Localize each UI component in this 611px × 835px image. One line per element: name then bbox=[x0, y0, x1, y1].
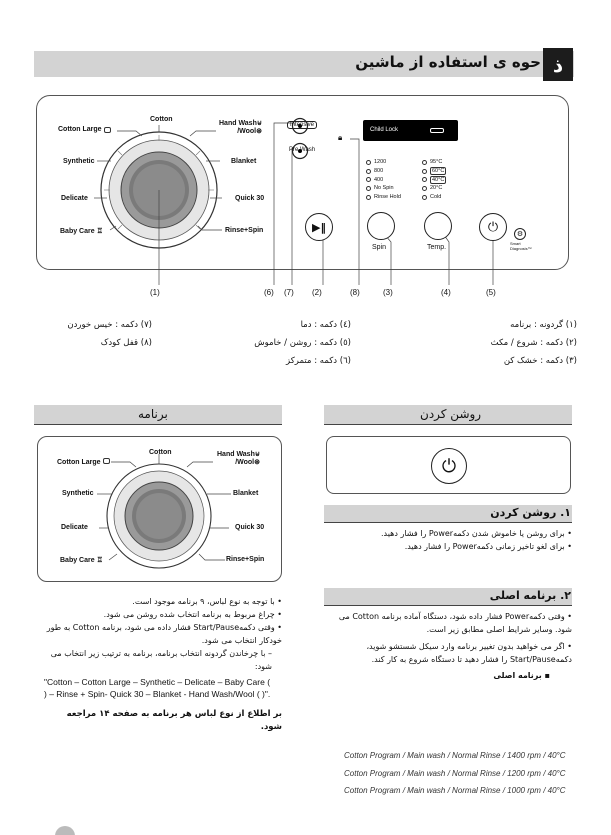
program-delicate: Delicate bbox=[61, 195, 88, 202]
dial-program-cotton-large: Cotton Large bbox=[57, 458, 110, 466]
child-lock-text: Child Lock bbox=[370, 127, 399, 133]
power-on-subtitle: ۱. روشن کردن bbox=[490, 506, 571, 519]
play-pause-icon: ▶‖ bbox=[312, 220, 326, 234]
hand-wash-icon: ⊌ bbox=[256, 120, 262, 127]
program-quick30: Quick 30 bbox=[235, 195, 265, 202]
program-section-title: برنامه bbox=[138, 407, 168, 421]
main-program-bullet: • اگر می خواهید بدون تغییر برنامه وارد سیکل شستشو شوید، دکمهStart/Pause را فشار دهید تا دستگاه شروع به کار کند. bbox=[366, 642, 572, 664]
program-cotton: Cotton bbox=[150, 116, 173, 123]
program-footer-note: بر اطلاع از نوع لباس هر برنامه به صفحه ۱۴ مراجعه شود. bbox=[66, 709, 282, 732]
chapter-title: حوه ی استفاده از ماشین bbox=[355, 53, 541, 71]
part-legend-6: (٦) دکمه : متمرکز bbox=[286, 356, 351, 366]
part-legend-2: (۲) دکمه : شروع / مکث bbox=[490, 338, 577, 348]
program-blanket: Blanket bbox=[231, 158, 257, 165]
spin-option: 400 bbox=[366, 175, 401, 184]
temp-option: 40°C bbox=[422, 175, 446, 184]
power-section-title: روشن کردن bbox=[420, 407, 482, 421]
baby-care-icon: ♖ bbox=[96, 228, 103, 235]
program-spec-line: Cotton Program / Main wash / Normal Rinse / 1400 rpm / 40°C bbox=[344, 751, 566, 760]
program-synthetic: Synthetic bbox=[63, 158, 95, 165]
program-rinse-spin: Rinse+Spin bbox=[225, 227, 264, 234]
callout-8: (8) bbox=[350, 288, 360, 297]
temp-option: 20°C bbox=[422, 184, 446, 193]
dial-program-blanket: Blanket bbox=[233, 490, 259, 497]
power-button-illustration bbox=[431, 448, 467, 484]
dial-program-delicate: Delicate bbox=[61, 524, 88, 531]
temp-option: Cold bbox=[422, 193, 446, 202]
power-button[interactable] bbox=[479, 213, 507, 241]
temp-button[interactable] bbox=[424, 212, 452, 240]
spin-options-list bbox=[366, 158, 401, 201]
wool-icon: ⊛ bbox=[256, 128, 262, 135]
temp-option: 95°C bbox=[422, 158, 446, 167]
main-program-body bbox=[324, 610, 572, 682]
prewash-button[interactable] bbox=[293, 145, 315, 167]
hand-wash-icon: ⊌ bbox=[254, 451, 260, 458]
power-on-bullet: • برای لغو تاخیر زمانی دکمهPower را فشار دهید. bbox=[404, 542, 572, 551]
power-on-bullet: • برای روشن یا خاموش شدن دکمهPower را فشار دهید. bbox=[380, 529, 572, 538]
spin-option: 1200 bbox=[366, 158, 401, 167]
program-baby-care: Baby Care ♖ bbox=[60, 228, 103, 235]
part-legend-3: (۳) دکمه : خشک کن bbox=[503, 356, 577, 366]
start-pause-button[interactable] bbox=[305, 213, 333, 241]
chapter-letter-badge: ذ bbox=[543, 48, 573, 81]
part-legend-1: (۱) گردونه : برنامه bbox=[510, 320, 577, 330]
spin-option: No Spin bbox=[366, 184, 401, 193]
power-on-body bbox=[324, 527, 572, 553]
spin-option: Rinse Hold bbox=[366, 193, 401, 202]
main-program-subtitle: ۲. برنامه اصلی bbox=[489, 589, 571, 602]
cotton-large-icon bbox=[103, 458, 110, 464]
spin-label: Spin bbox=[372, 244, 387, 251]
program-section-body bbox=[34, 595, 282, 734]
wool-icon: ⊛ bbox=[254, 459, 260, 466]
smart-diagnosis bbox=[514, 228, 528, 242]
callout-1: (1) bbox=[150, 288, 160, 297]
callout-5: (5) bbox=[486, 288, 496, 297]
callout-3: (3) bbox=[383, 288, 393, 297]
program-bullet: • با توجه به نوع لباس، ۹ برنامه موجود است. bbox=[132, 597, 282, 606]
dial-program-rinse-spin: Rinse+Spin bbox=[226, 556, 265, 563]
program-bullet: • وقتی دکمهStart/Pause فشار داده می شود، برنامه Cotton به طور خودکار انتخاب می شود. bbox=[46, 623, 282, 645]
part-legend-4: (٤) دکمه : دما bbox=[300, 320, 351, 330]
part-legend-7: (۷) دکمه : خیس خوردن bbox=[67, 320, 152, 330]
program-sequence: "Cotton – Cotton Large – Synthetic – Delicate – Baby Care ( ) – Rinse + Spin- Quick 30 – Blanket - Hand Wash/Wool ( )". bbox=[44, 677, 271, 699]
cotton-large-icon bbox=[104, 127, 111, 133]
callout-7: (7) bbox=[284, 288, 294, 297]
temp-option: 60°C bbox=[422, 167, 446, 176]
callout-4: (4) bbox=[441, 288, 451, 297]
dial-program-cotton: Cotton bbox=[149, 449, 172, 456]
intensive-label: Intensive bbox=[287, 121, 317, 129]
part-legend-8: (۸) قفل کودک bbox=[100, 338, 152, 348]
dial-program-baby-care: Baby Care ♖ bbox=[60, 557, 103, 564]
dial-program-synthetic: Synthetic bbox=[62, 490, 94, 497]
intensive-button[interactable] bbox=[293, 120, 315, 142]
baby-care-icon: ♖ bbox=[96, 557, 103, 564]
program-hand-wash-wool: Hand Wash⊌ /Wool⊛ bbox=[219, 120, 262, 135]
page-number-badge bbox=[55, 826, 75, 835]
main-program-label: ▪ برنامه اصلی bbox=[493, 671, 550, 680]
callout-6: (6) bbox=[264, 288, 274, 297]
smart-diagnosis-label: Smart Diagnosis™ bbox=[510, 241, 532, 251]
dial-program-quick30: Quick 30 bbox=[235, 524, 265, 531]
program-dash-note: – با چرخاندن گردونه انتخاب برنامه، برنامه به ترتیب زیر انتخاب می شود: bbox=[50, 649, 272, 671]
temp-label: Temp. bbox=[427, 244, 447, 251]
program-bullet: • چراغ مربوط به برنامه انتخاب شده روشن می شود. bbox=[103, 610, 282, 619]
part-legend-5: (٥) دکمه : روشن / خاموش bbox=[254, 338, 351, 348]
power-icon: ⏻ bbox=[441, 455, 457, 477]
spin-button[interactable] bbox=[367, 212, 395, 240]
display-indicator bbox=[430, 128, 444, 133]
prewash-label: Pre Wash bbox=[289, 147, 316, 153]
dial-program-hand-wash-wool: Hand Wash⊌ /Wool⊛ bbox=[217, 451, 260, 466]
child-lock-icon: 🔒︎ bbox=[338, 133, 343, 142]
program-spec-line: Cotton Program / Main wash / Normal Rinse / 1000 rpm / 40°C bbox=[344, 786, 566, 795]
main-program-bullet: • وقتی دکمهPower فشار داده شود، دستگاه آماده برنامه Cotton می شود. وسایر شرایط اصلی مطابق زیر است. bbox=[338, 612, 572, 634]
main-program-specs bbox=[344, 750, 572, 797]
callout-2: (2) bbox=[312, 288, 322, 297]
program-cotton-large: Cotton Large bbox=[58, 126, 111, 133]
spin-option: 800 bbox=[366, 167, 401, 176]
temp-options-list bbox=[422, 158, 446, 201]
smart-diagnosis-icon: ⚙ bbox=[514, 228, 526, 240]
program-spec-line: Cotton Program / Main wash / Normal Rinse / 1200 rpm / 40°C bbox=[344, 768, 566, 778]
power-icon: ⏻ bbox=[487, 219, 499, 235]
